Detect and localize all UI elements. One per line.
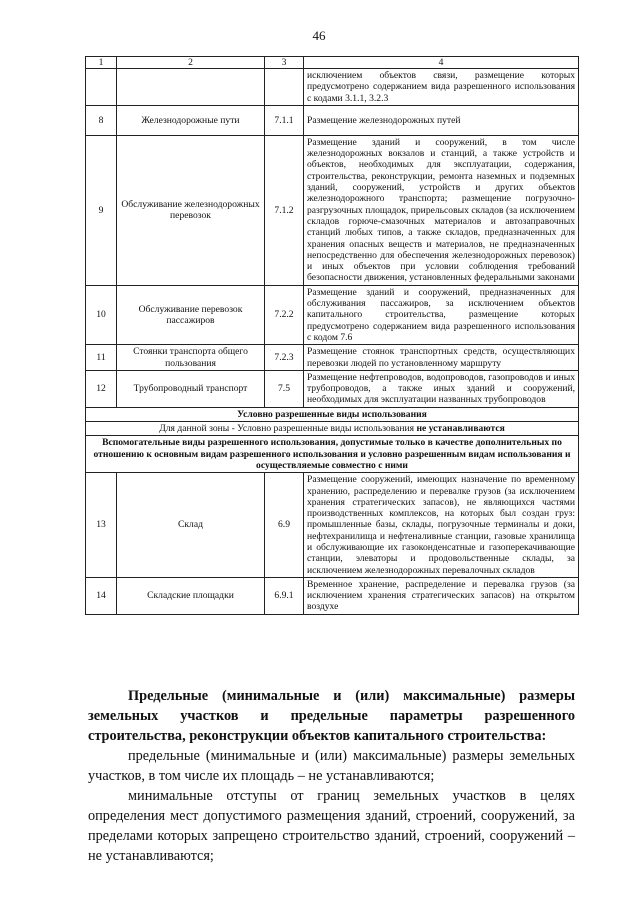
row-description: Размещение зданий и сооружений, в том числе железнодорожных вокзалов и станций, а также устройств и объектов, необходимых для эксплуатации, содержания, строительства, реконструкции, ремонта наземных и подземных зданий, сооружений, устройств и других объектов железнодорожного транспорта; размещение погрузочно-разгрузочных площадок, прирельсовых складов (за исключением складов горюче-смазочных материалов и автозаправочных станций любых типов, а также складов, предназначенных для хранения опасных веществ и материалов, не предназначенных непосредственно для обеспечения железнодорожных перевозок) и иных объектов при условии соблюдения требований безопасности движения, установленных федеральными законами (304, 135, 579, 285)
row-code: 7.2.2 (265, 285, 304, 344)
row-description: Размещение нефтепроводов, водопроводов, газопроводов и иных трубопроводов, а также иных зданий и сооружений, необходимых для эксплуатации названных трубопроводов (304, 370, 579, 407)
row-name: Складские площадки (117, 577, 265, 614)
row-code: 7.5 (265, 370, 304, 407)
land-use-table (85, 56, 579, 615)
row-number: 8 (86, 105, 117, 135)
table-row (86, 577, 579, 614)
table-row (86, 105, 579, 135)
note-emphasis: не устанавливаются (416, 423, 505, 435)
paragraph-setbacks: минимальные отступы от границ земельных участков в целях определения мест допустимого размещения зданий, строений, сооружений, за пределами которых запрещено строительство зданий, строений, сооружений – не устанавливаются; (88, 788, 575, 864)
section-title-auxiliary: Вспомогательные виды разрешенного использования, допустимые только в качестве дополнительных по отношению к основным видам разрешенного использования и условно разрешенным видам использования и осуществляемые совместно с ними (86, 436, 579, 473)
section-row (86, 436, 579, 473)
row-description: Размещение стоянок транспортных средств, осуществляющих перевозки людей по установленному маршруту (304, 345, 579, 371)
table-row (86, 345, 579, 371)
row-code: 7.1.1 (265, 105, 304, 135)
row-description: исключением объектов связи, размещение которых предусмотрено содержанием вида разрешенного использования с кодами 3.1.1, 3.2.3 (304, 69, 579, 106)
row-code: 6.9 (265, 473, 304, 578)
section-row (86, 407, 579, 421)
row-name: Обслуживание железнодорожных перевозок (117, 135, 265, 285)
table-row (86, 473, 579, 578)
table-row (86, 285, 579, 344)
column-header-3: 3 (265, 57, 304, 69)
row-code: 7.2.3 (265, 345, 304, 371)
row-number: 14 (86, 577, 117, 614)
table-row-continuation (86, 69, 579, 106)
page-number: 46 (312, 28, 326, 43)
table-row (86, 135, 579, 285)
column-header-4: 4 (304, 57, 579, 69)
note-row (86, 422, 579, 436)
body-text (88, 686, 575, 866)
row-name: Стоянки транспорта общего пользования (117, 345, 265, 371)
row-name: Железнодорожные пути (117, 105, 265, 135)
column-header-2: 2 (117, 57, 265, 69)
row-number: 12 (86, 370, 117, 407)
table-row (86, 370, 579, 407)
table-header-row (86, 57, 579, 69)
row-description: Размещение зданий и сооружений, предназначенных для обслуживания пассажиров, за исключением объектов капитального строительства, размещение которых предусмотрено содержанием вида разрешенного использования с кодом 7.6 (304, 285, 579, 344)
note-text: Для данной зоны - Условно разрешенные виды использования (159, 423, 417, 435)
row-description: Размещение железнодорожных путей (304, 105, 579, 135)
row-number: 11 (86, 345, 117, 371)
section-heading: Предельные (минимальные и (или) максимальные) размеры земельных участков и предельные параметры разрешенного строительства, реконструкции объектов капитального строительства: (88, 688, 575, 744)
paragraph-plot-sizes: предельные (минимальные и (или) максимальные) размеры земельных участков, в том числе их площадь – не устанавливаются; (88, 748, 575, 784)
row-name: Обслуживание перевозок пассажиров (117, 285, 265, 344)
row-number: 9 (86, 135, 117, 285)
row-number: 13 (86, 473, 117, 578)
row-description: Размещение сооружений, имеющих назначение по временному хранению, распределению и перевалке грузов (за исключением хранения стратегических запасов), не являющихся частями производственных комплексов, на которых был создан груз: промышленные базы, склады, погрузочные терминалы и доки, нефтехранилища и нефтеналивные станции, газовые хранилища и обслуживающие их газоконденсатные и газоперекачивающие станции, элеваторы и продовольственные склады, за исключением железнодорожных перевалочных складов (304, 473, 579, 578)
row-name: Склад (117, 473, 265, 578)
row-number: 10 (86, 285, 117, 344)
row-description: Временное хранение, распределение и перевалка грузов (за исключением хранения стратегических запасов) на открытом воздухе (304, 577, 579, 614)
row-name: Трубопроводный транспорт (117, 370, 265, 407)
section-title-conditional: Условно разрешенные виды использования (86, 407, 579, 421)
column-header-1: 1 (86, 57, 117, 69)
conditional-note (86, 422, 579, 436)
row-code: 6.9.1 (265, 577, 304, 614)
row-code: 7.1.2 (265, 135, 304, 285)
